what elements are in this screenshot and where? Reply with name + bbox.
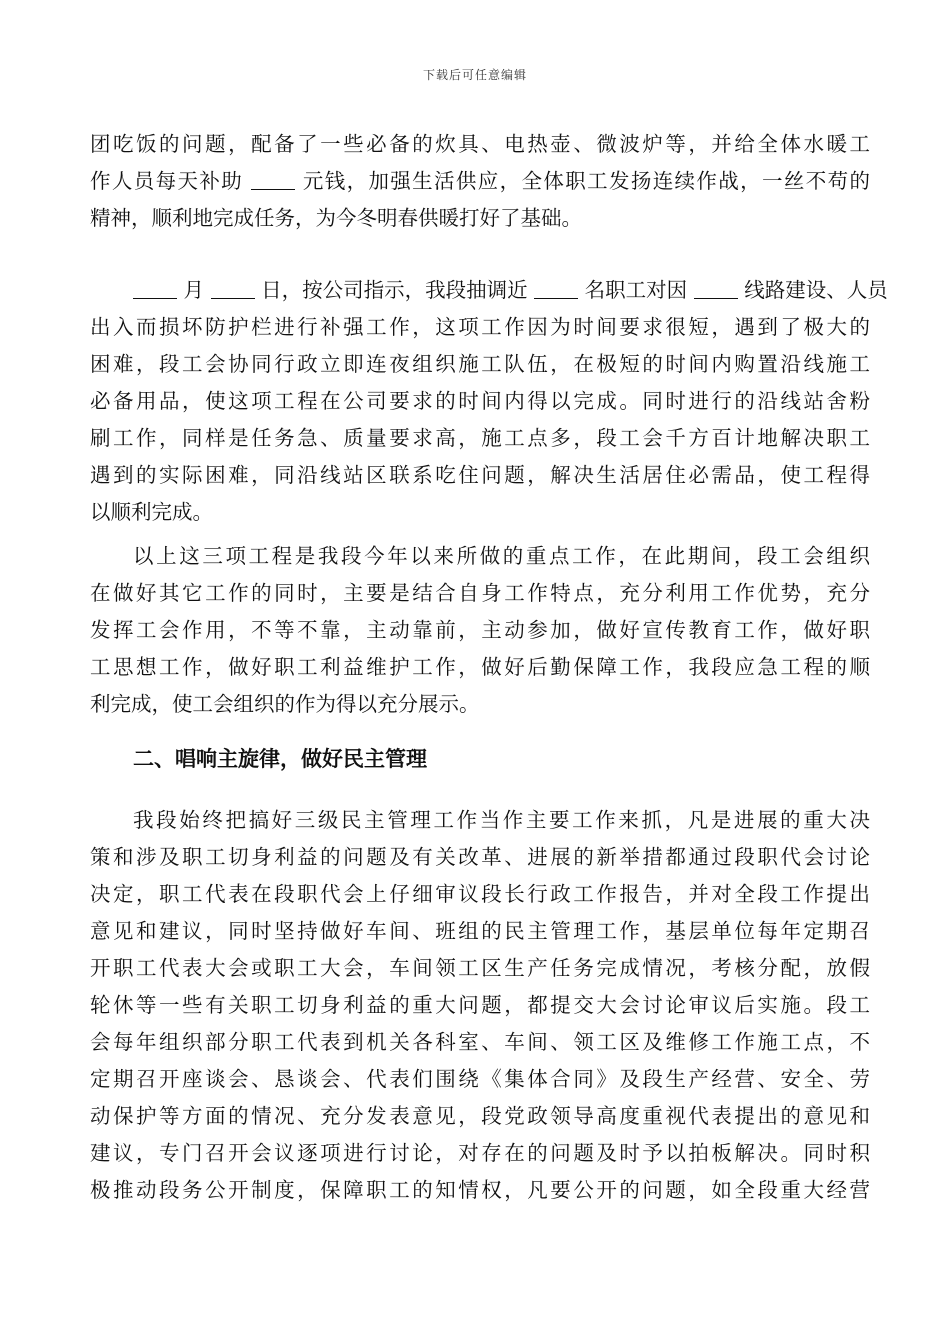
paragraph3-line3: 发挥工会作用，不等不靠，主动靠前，主动参加，做好宣传教育工作，做好职 (90, 618, 870, 642)
paragraph2-line5: 刷工作，同样是任务急、质量要求高，施工点多，段工会千方百计地解决职工 (90, 426, 870, 450)
fill-in-blank (211, 278, 255, 299)
paragraph4-line1: 我段始终把搞好三级民主管理工作当作主要工作来抓，凡是进展的重大决 (133, 808, 870, 832)
page-header: 下载后可任意编辑 (422, 68, 527, 82)
paragraph2-line2: 出入而损坏防护栏进行补强工作，这项工作因为时间要求很短，遇到了极大的 (90, 315, 870, 339)
paragraph1-line1: 团吃饭的问题，配备了一些必备的炊具、电热壶、微波炉等，并给全体水暖工 (90, 132, 870, 156)
fill-in-blank (251, 169, 295, 190)
paragraph1-line2-start: 作人员每天补助 (90, 169, 244, 193)
paragraph4-line3: 决定，职工代表在段职代会上仔细审议段长行政工作报告，并对全段工作提出 (90, 882, 870, 906)
paragraph2-line1-day: 日，按公司指示，我段抽调近 (261, 278, 528, 302)
paragraph2-line7: 以顺利完成。 (90, 500, 213, 524)
paragraph1-line3: 精神，顺利地完成任务，为今冬明春供暖打好了基础。 (90, 206, 582, 230)
paragraph4-line8: 定期召开座谈会、恳谈会、代表们围绕《集体合同》及段生产经营、安全、劳 (90, 1067, 870, 1091)
fill-in-blank (694, 278, 738, 299)
paragraph4-line7: 会每年组织部分职工代表到机关各科室、车间、领工区及维修工作施工点，不 (90, 1030, 870, 1054)
paragraph3-line1: 以上这三项工程是我段今年以来所做的重点工作，在此期间，段工会组织 (133, 544, 870, 568)
paragraph2-line1-workers: 名职工对因 (584, 278, 688, 302)
paragraph2-line6: 遇到的实际困难，同沿线站区联系吃住问题，解决生活居住必需品，使工程得 (90, 463, 870, 487)
paragraph4-line11: 极推动段务公开制度，保障职工的知情权，凡要公开的问题，如全段重大经营 (90, 1178, 870, 1202)
paragraph4-line4: 意见和建议，同时坚持做好车间、班组的民主管理工作，基层单位每年定期召 (90, 919, 870, 943)
paragraph4-line9: 动保护等方面的情况、充分发表意见，段党政领导高度重视代表提出的意见和 (90, 1104, 870, 1128)
paragraph4-line10: 建议，专门召开会议逐项进行讨论，对存在的问题及时予以拍板解决。同时积 (90, 1141, 870, 1165)
fill-in-blank (133, 278, 177, 299)
paragraph2-line1-end: 线路建设、人员 (744, 278, 888, 302)
paragraph2-line4: 必备用品，使这项工程在公司要求的时间内得以完成。同时进行的沿线站舍粉 (90, 389, 870, 413)
paragraph1-line2 (90, 162, 870, 200)
paragraph2-line1 (133, 271, 888, 309)
fill-in-blank (534, 278, 578, 299)
paragraph4-line6: 轮休等一些有关职工切身利益的重大问题，都提交大会讨论审议后实施。段工 (90, 993, 870, 1017)
paragraph3-line2: 在做好其它工作的同时，主要是结合自身工作特点，充分利用工作优势，充分 (90, 581, 870, 605)
paragraph4-line5: 开职工代表大会或职工大会，车间领工区生产任务完成情况，考核分配，放假 (90, 956, 870, 980)
paragraph3-line4: 工思想工作，做好职工利益维护工作，做好后勤保障工作，我段应急工程的顺 (90, 655, 870, 679)
paragraph1-line2-end: 元钱，加强生活供应，全体职工发扬连续作战，一丝不苟的 (302, 169, 870, 193)
paragraph2-line3: 困难，段工会协同行政立即连夜组织施工队伍，在极短的时间内购置沿线施工 (90, 352, 870, 376)
paragraph2-line1-month: 月 (183, 278, 205, 302)
section-heading: 二、唱响主旋律，做好民主管理 (133, 746, 427, 771)
paragraph4-line2: 策和涉及职工切身利益的问题及有关改革、进展的新举措都通过段职代会讨论 (90, 845, 870, 869)
paragraph3-line5: 利完成，使工会组织的作为得以充分展示。 (90, 692, 480, 716)
